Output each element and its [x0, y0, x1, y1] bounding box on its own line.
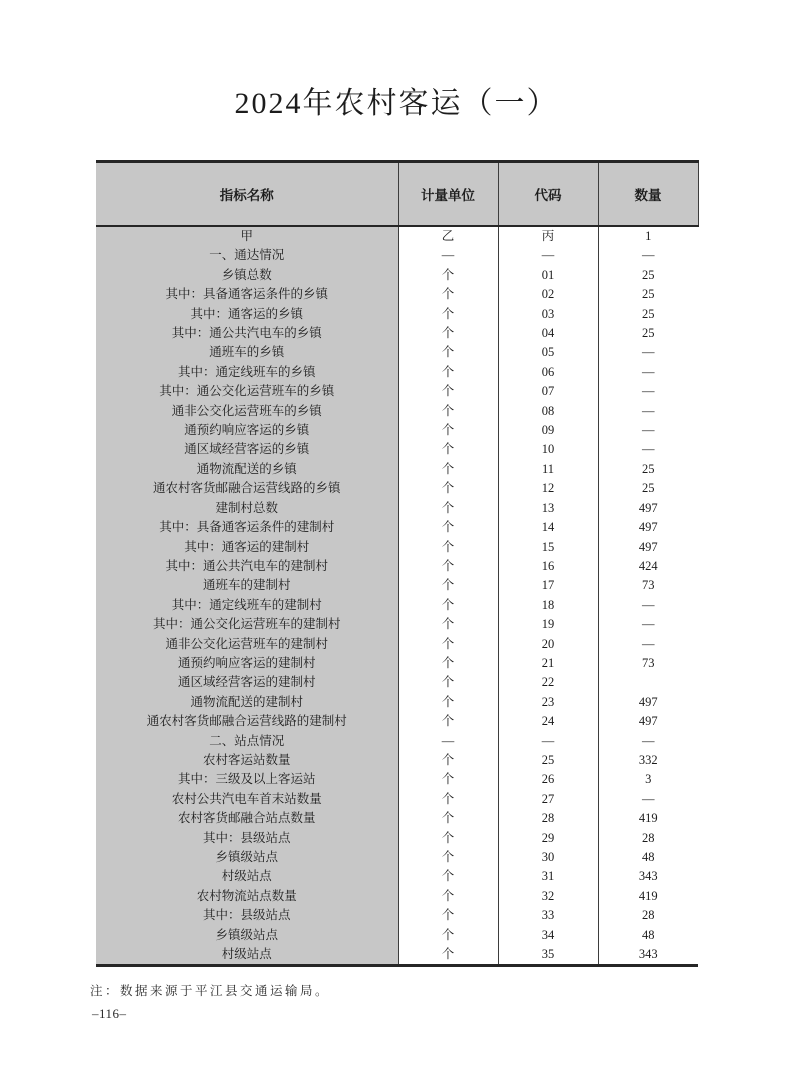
code-cell: 11: [498, 460, 598, 479]
code-cell: 08: [498, 402, 598, 421]
quantity-cell: 25: [642, 267, 655, 282]
code-cell: 03: [498, 305, 598, 324]
code-cell: 09: [498, 421, 598, 440]
unit-cell: 个: [398, 324, 498, 343]
page-title: 2024年农村客运（一）: [234, 87, 559, 120]
quantity-cell: 497: [638, 500, 658, 515]
unit-cell: 个: [398, 363, 498, 382]
unit-cell: 个: [398, 479, 498, 498]
code-cell: 15: [498, 538, 598, 557]
quantity-cell: 497: [638, 520, 658, 535]
quantity-cell: —: [642, 403, 655, 418]
indicator-name-cell: 通农村客货邮融合运营线路的乡镇: [96, 479, 398, 498]
quantity-cell: 25: [642, 481, 655, 496]
unit-cell: 个: [398, 499, 498, 518]
unit-cell: 个: [398, 751, 498, 770]
code-cell: 18: [498, 596, 598, 615]
unit-cell: 个: [398, 906, 498, 925]
table-row: [96, 829, 698, 848]
indicator-name-cell: 通班车的建制村: [96, 576, 398, 595]
unit-cell: 个: [398, 673, 498, 692]
indicator-name-cell: 其中：具备通客运条件的乡镇: [96, 285, 398, 304]
indicator-name-cell: 其中：通定线班车的乡镇: [96, 363, 398, 382]
table-row: [96, 557, 698, 576]
table-row: [96, 906, 698, 925]
table-row: [96, 246, 698, 265]
quantity-cell: 48: [642, 927, 655, 942]
quantity-cell: 343: [638, 869, 658, 884]
table-row: [96, 693, 698, 712]
unit-cell: 个: [398, 402, 498, 421]
table-row: [96, 382, 698, 401]
code-cell: —: [498, 732, 598, 751]
unit-cell: 个: [398, 867, 498, 886]
unit-cell: —: [398, 732, 498, 751]
quantity-cell: —: [642, 636, 655, 651]
unit-cell: 个: [398, 790, 498, 809]
unit-cell: 个: [398, 945, 498, 966]
table-row: [96, 460, 698, 479]
quantity-cell: —: [642, 364, 655, 379]
unit-cell: 个: [398, 693, 498, 712]
table-header-row: [96, 162, 698, 227]
code-cell: 06: [498, 363, 598, 382]
table-row: [96, 751, 698, 770]
unit-cell: 个: [398, 266, 498, 285]
quantity-cell: 73: [642, 655, 655, 670]
header-unit: 计量单位: [398, 162, 498, 227]
source-note: 注：数据来源于平江县交通运输局。: [90, 984, 331, 998]
indicator-name-cell: 通预约响应客运的乡镇: [96, 421, 398, 440]
code-cell: 07: [498, 382, 598, 401]
code-cell: 02: [498, 285, 598, 304]
table-row: [96, 848, 698, 867]
indicator-name-cell: 其中：通公共汽电车的乡镇: [96, 324, 398, 343]
code-cell: 19: [498, 615, 598, 634]
indicator-name-cell: 农村公共汽电车首末站数量: [96, 790, 398, 809]
unit-cell: 个: [398, 809, 498, 828]
table-body: [96, 226, 698, 966]
quantity-cell: 497: [638, 539, 658, 554]
indicator-name-cell: 其中：县级站点: [96, 829, 398, 848]
unit-cell: 个: [398, 460, 498, 479]
quantity-cell: 497: [638, 714, 658, 729]
code-cell: 13: [498, 499, 598, 518]
header-code: 代码: [498, 162, 598, 227]
unit-cell: 个: [398, 440, 498, 459]
indicator-name-cell: 其中：三级及以上客运站: [96, 770, 398, 789]
code-cell: 05: [498, 343, 598, 362]
unit-cell: 个: [398, 770, 498, 789]
indicator-name-cell: 通区域经营客运的建制村: [96, 673, 398, 692]
indicator-name-cell: 通物流配送的乡镇: [96, 460, 398, 479]
indicator-name-cell: 其中：通公交化运营班车的乡镇: [96, 382, 398, 401]
quantity-cell: [598, 673, 698, 692]
quantity-cell: —: [642, 442, 655, 457]
page-number: –116–: [92, 1006, 127, 1021]
quantity-cell: 497: [638, 694, 658, 709]
code-cell: 10: [498, 440, 598, 459]
quantity-cell: 73: [642, 578, 655, 593]
quantity-cell: 25: [642, 461, 655, 476]
code-cell: 35: [498, 945, 598, 966]
indicator-name-cell: 通区域经营客运的乡镇: [96, 440, 398, 459]
quantity-cell: —: [642, 248, 655, 263]
code-cell: 34: [498, 926, 598, 945]
header-quantity: 数量: [598, 162, 698, 227]
table-row: [96, 343, 698, 362]
quantity-cell: 48: [642, 850, 655, 864]
unit-cell: 个: [398, 712, 498, 731]
unit-cell: 个: [398, 654, 498, 673]
unit-cell: 个: [398, 596, 498, 615]
table-row: [96, 440, 698, 459]
table-row: [96, 945, 698, 966]
table-row: [96, 596, 698, 615]
quantity-cell: 28: [642, 908, 655, 923]
code-cell: 丙: [498, 226, 598, 246]
table-row: [96, 285, 698, 304]
indicator-name-cell: 通预约响应客运的建制村: [96, 654, 398, 673]
table-row: [96, 867, 698, 886]
header-indicator-name: 指标名称: [96, 162, 398, 227]
quantity-cell: 1: [645, 229, 652, 243]
indicator-name-cell: 其中：县级站点: [96, 906, 398, 925]
unit-cell: 个: [398, 926, 498, 945]
unit-cell: 个: [398, 557, 498, 576]
unit-cell: 个: [398, 421, 498, 440]
table-row: [96, 421, 698, 440]
code-cell: 12: [498, 479, 598, 498]
quantity-cell: 28: [642, 830, 655, 845]
indicator-name-cell: 乡镇级站点: [96, 848, 398, 867]
table-row: [96, 615, 698, 634]
indicator-name-cell: 其中：通定线班车的建制村: [96, 596, 398, 615]
table-row: [96, 790, 698, 809]
quantity-cell: —: [642, 597, 655, 612]
quantity-cell: 419: [638, 888, 658, 903]
table-row: [96, 712, 698, 731]
table-row: [96, 363, 698, 382]
quantity-cell: 25: [642, 326, 655, 341]
unit-cell: 个: [398, 305, 498, 324]
quantity-cell: —: [642, 617, 655, 632]
table-row: [96, 402, 698, 421]
unit-cell: 个: [398, 382, 498, 401]
quantity-cell: —: [642, 345, 655, 360]
indicator-name-cell: 乡镇级站点: [96, 926, 398, 945]
code-cell: 30: [498, 848, 598, 867]
indicator-name-cell: 建制村总数: [96, 499, 398, 518]
code-cell: 17: [498, 576, 598, 595]
unit-cell: 个: [398, 887, 498, 906]
code-cell: 24: [498, 712, 598, 731]
table-row: [96, 576, 698, 595]
code-cell: 27: [498, 790, 598, 809]
indicator-name-cell: 农村客运站数量: [96, 751, 398, 770]
table-row: [96, 887, 698, 906]
unit-cell: —: [398, 246, 498, 265]
unit-cell: 个: [398, 829, 498, 848]
quantity-cell: —: [642, 733, 655, 748]
quantity-cell: 419: [638, 811, 658, 826]
quantity-cell: 343: [638, 947, 658, 962]
unit-cell: 个: [398, 615, 498, 634]
indicator-name-cell: 通非公交化运营班车的建制村: [96, 635, 398, 654]
code-cell: 22: [498, 673, 598, 692]
table-row: [96, 324, 698, 343]
table-row: [96, 266, 698, 285]
code-cell: —: [498, 246, 598, 265]
table-row: [96, 479, 698, 498]
code-cell: 04: [498, 324, 598, 343]
indicator-name-cell: 村级站点: [96, 945, 398, 966]
code-cell: 23: [498, 693, 598, 712]
table-row: [96, 770, 698, 789]
quantity-cell: 25: [642, 306, 655, 321]
code-cell: 14: [498, 518, 598, 537]
table-row: [96, 926, 698, 945]
code-cell: 25: [498, 751, 598, 770]
indicator-name-cell: 二、站点情况: [96, 732, 398, 751]
unit-cell: 乙: [398, 226, 498, 246]
table-row: [96, 538, 698, 557]
table-row: [96, 305, 698, 324]
indicator-name-cell: 其中：通客运的建制村: [96, 538, 398, 557]
indicator-name-cell: 甲: [96, 226, 398, 246]
code-cell: 28: [498, 809, 598, 828]
table-row: [96, 499, 698, 518]
code-cell: 01: [498, 266, 598, 285]
code-cell: 33: [498, 906, 598, 925]
indicator-name-cell: 其中：通客运的乡镇: [96, 305, 398, 324]
code-cell: 29: [498, 829, 598, 848]
quantity-cell: 3: [645, 772, 652, 787]
table-row: [96, 654, 698, 673]
quantity-cell: 332: [638, 752, 658, 767]
indicator-name-cell: 农村物流站点数量: [96, 887, 398, 906]
code-cell: 26: [498, 770, 598, 789]
quantity-cell: —: [642, 791, 655, 806]
indicator-name-cell: 通非公交化运营班车的乡镇: [96, 402, 398, 421]
statistics-table: [96, 160, 699, 967]
quantity-cell: 25: [642, 287, 655, 302]
unit-cell: 个: [398, 576, 498, 595]
table-row: [96, 732, 698, 751]
table-row: [96, 673, 698, 692]
quantity-cell: —: [642, 423, 655, 438]
indicator-name-cell: 其中：通公交化运营班车的建制村: [96, 615, 398, 634]
indicator-name-cell: 一、通达情况: [96, 246, 398, 265]
indicator-name-cell: 村级站点: [96, 867, 398, 886]
code-cell: 21: [498, 654, 598, 673]
code-cell: 32: [498, 887, 598, 906]
unit-cell: 个: [398, 343, 498, 362]
table-row: [96, 518, 698, 537]
table-row: [96, 635, 698, 654]
unit-cell: 个: [398, 538, 498, 557]
code-cell: 20: [498, 635, 598, 654]
unit-cell: 个: [398, 285, 498, 304]
unit-cell: 个: [398, 848, 498, 867]
indicator-name-cell: 通农村客货邮融合运营线路的建制村: [96, 712, 398, 731]
quantity-cell: —: [642, 384, 655, 399]
indicator-name-cell: 其中：具备通客运条件的建制村: [96, 518, 398, 537]
indicator-name-cell: 乡镇总数: [96, 266, 398, 285]
quantity-cell: 424: [638, 558, 658, 573]
indicator-name-cell: 通班车的乡镇: [96, 343, 398, 362]
indicator-name-cell: 其中：通公共汽电车的建制村: [96, 557, 398, 576]
code-cell: 16: [498, 557, 598, 576]
table-row: [96, 809, 698, 828]
code-cell: 31: [498, 867, 598, 886]
table-row: [96, 226, 698, 246]
indicator-name-cell: 通物流配送的建制村: [96, 693, 398, 712]
unit-cell: 个: [398, 518, 498, 537]
unit-cell: 个: [398, 635, 498, 654]
indicator-name-cell: 农村客货邮融合站点数量: [96, 809, 398, 828]
